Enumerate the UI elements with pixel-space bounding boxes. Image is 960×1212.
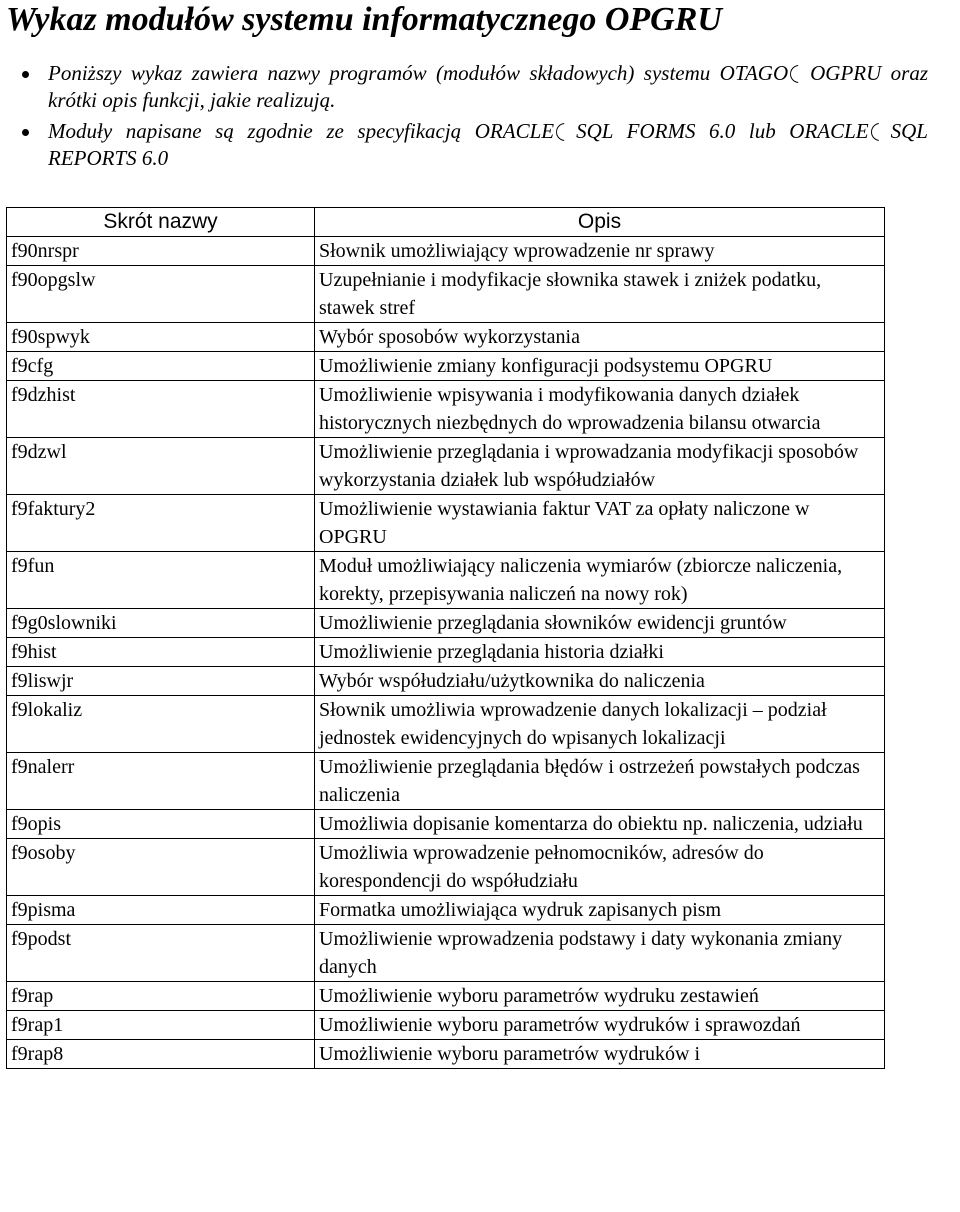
table-row	[7, 1011, 885, 1040]
module-description: Umożliwienie przeglądania i wprowadzania modyfikacji sposobów wykorzystania działek lub współudziałów	[315, 438, 885, 495]
module-short-name: f9osoby	[7, 839, 315, 896]
bullet-2-text-middle: SQL FORMS 6.0 lub ORACLE	[576, 119, 869, 143]
module-short-name: f9rap8	[7, 1040, 315, 1069]
table-row	[7, 925, 885, 982]
table-row	[7, 266, 885, 323]
table-row	[7, 696, 885, 753]
table-row	[7, 1040, 885, 1069]
module-description: Słownik umożliwiający wprowadzenie nr sprawy	[315, 237, 885, 266]
module-description: Wybór współudziału/użytkownika do naliczenia	[315, 667, 885, 696]
broken-symbol-icon	[871, 123, 889, 141]
table-row	[7, 839, 885, 896]
bullet-2-text-start: Moduły napisane są zgodnie ze specyfikacją ORACLE	[48, 119, 555, 143]
table-row	[7, 609, 885, 638]
module-description: Umożliwienie wyboru parametrów wydruków i sprawozdań	[315, 1011, 885, 1040]
table-row	[7, 896, 885, 925]
module-short-name: f9faktury2	[7, 495, 315, 552]
module-short-name: f9podst	[7, 925, 315, 982]
broken-symbol-icon	[556, 123, 574, 141]
modules-table	[6, 207, 885, 1069]
module-description: Formatka umożliwiająca wydruk zapisanych pism	[315, 896, 885, 925]
table-row	[7, 552, 885, 609]
table-row	[7, 381, 885, 438]
bullet-dot-icon	[22, 71, 29, 78]
module-short-name: f9cfg	[7, 352, 315, 381]
bullet-1-text-start: Poniższy wykaz zawiera nazwy programów (modułów składowych) systemu OTAGO	[48, 61, 789, 85]
module-short-name: f9opis	[7, 810, 315, 839]
table-body	[7, 237, 885, 1069]
module-short-name: f9dzhist	[7, 381, 315, 438]
table-row	[7, 810, 885, 839]
broken-symbol-icon	[790, 65, 808, 83]
table-row	[7, 323, 885, 352]
bullet-2-text-end: SQL REPORTS 6.0	[48, 119, 928, 170]
module-description: Umożliwia dopisanie komentarza do obiektu np. naliczenia, udziału	[315, 810, 885, 839]
module-short-name: f9g0slowniki	[7, 609, 315, 638]
module-short-name: f90opgslw	[7, 266, 315, 323]
column-header-description: Opis	[315, 208, 885, 237]
module-description: Wybór sposobów wykorzystania	[315, 323, 885, 352]
module-description: Umożliwienie wyboru parametrów wydruku zestawień	[315, 982, 885, 1011]
module-description: Umożliwienie zmiany konfiguracji podsystemu OPGRU	[315, 352, 885, 381]
table-row	[7, 753, 885, 810]
module-short-name: f9hist	[7, 638, 315, 667]
bullet-dot-icon	[22, 129, 29, 136]
table-row	[7, 638, 885, 667]
module-description: Umożliwia wprowadzenie pełnomocników, adresów do korespondencji do współudziału	[315, 839, 885, 896]
module-short-name: f90spwyk	[7, 323, 315, 352]
module-description: Umożliwienie wystawiania faktur VAT za opłaty naliczone w OPGRU	[315, 495, 885, 552]
module-short-name: f90nrspr	[7, 237, 315, 266]
table-header-row	[7, 208, 885, 237]
intro-bullet-1	[0, 60, 928, 114]
bullet-1-text-end: OGPRU oraz krótki opis funkcji, jakie realizują.	[48, 61, 928, 112]
module-description: Uzupełnianie i modyfikacje słownika stawek i zniżek podatku, stawek stref	[315, 266, 885, 323]
table-row	[7, 438, 885, 495]
table-row	[7, 667, 885, 696]
module-description: Umożliwienie przeglądania błędów i ostrzeżeń powstałych podczas naliczenia	[315, 753, 885, 810]
module-description: Umożliwienie wpisywania i modyfikowania danych działek historycznych niezbędnych do wprowadzenia bilansu otwarcia	[315, 381, 885, 438]
module-description: Umożliwienie przeglądania słowników ewidencji gruntów	[315, 609, 885, 638]
table-row	[7, 352, 885, 381]
module-description: Umożliwienie wprowadzenia podstawy i daty wykonania zmiany danych	[315, 925, 885, 982]
module-description: Moduł umożliwiający naliczenia wymiarów (zbiorcze naliczenia, korekty, przepisywania naliczeń na nowy rok)	[315, 552, 885, 609]
module-short-name: f9rap	[7, 982, 315, 1011]
module-description: Umożliwienie przeglądania historia działki	[315, 638, 885, 667]
module-short-name: f9pisma	[7, 896, 315, 925]
module-description: Słownik umożliwia wprowadzenie danych lokalizacji – podział jednostek ewidencyjnych do wpisanych lokalizacji	[315, 696, 885, 753]
module-short-name: f9liswjr	[7, 667, 315, 696]
column-header-short-name: Skrót nazwy	[7, 208, 315, 237]
module-short-name: f9fun	[7, 552, 315, 609]
table-row	[7, 237, 885, 266]
module-description: Umożliwienie wyboru parametrów wydruków i	[315, 1040, 885, 1069]
intro-bullet-list	[0, 60, 960, 172]
module-short-name: f9dzwl	[7, 438, 315, 495]
table-row	[7, 982, 885, 1011]
table-row	[7, 495, 885, 552]
page-title: Wykaz modułów systemu informatycznego OPGRU	[6, 1, 722, 38]
module-short-name: f9nalerr	[7, 753, 315, 810]
module-short-name: f9rap1	[7, 1011, 315, 1040]
module-short-name: f9lokaliz	[7, 696, 315, 753]
intro-bullet-2	[0, 118, 928, 172]
